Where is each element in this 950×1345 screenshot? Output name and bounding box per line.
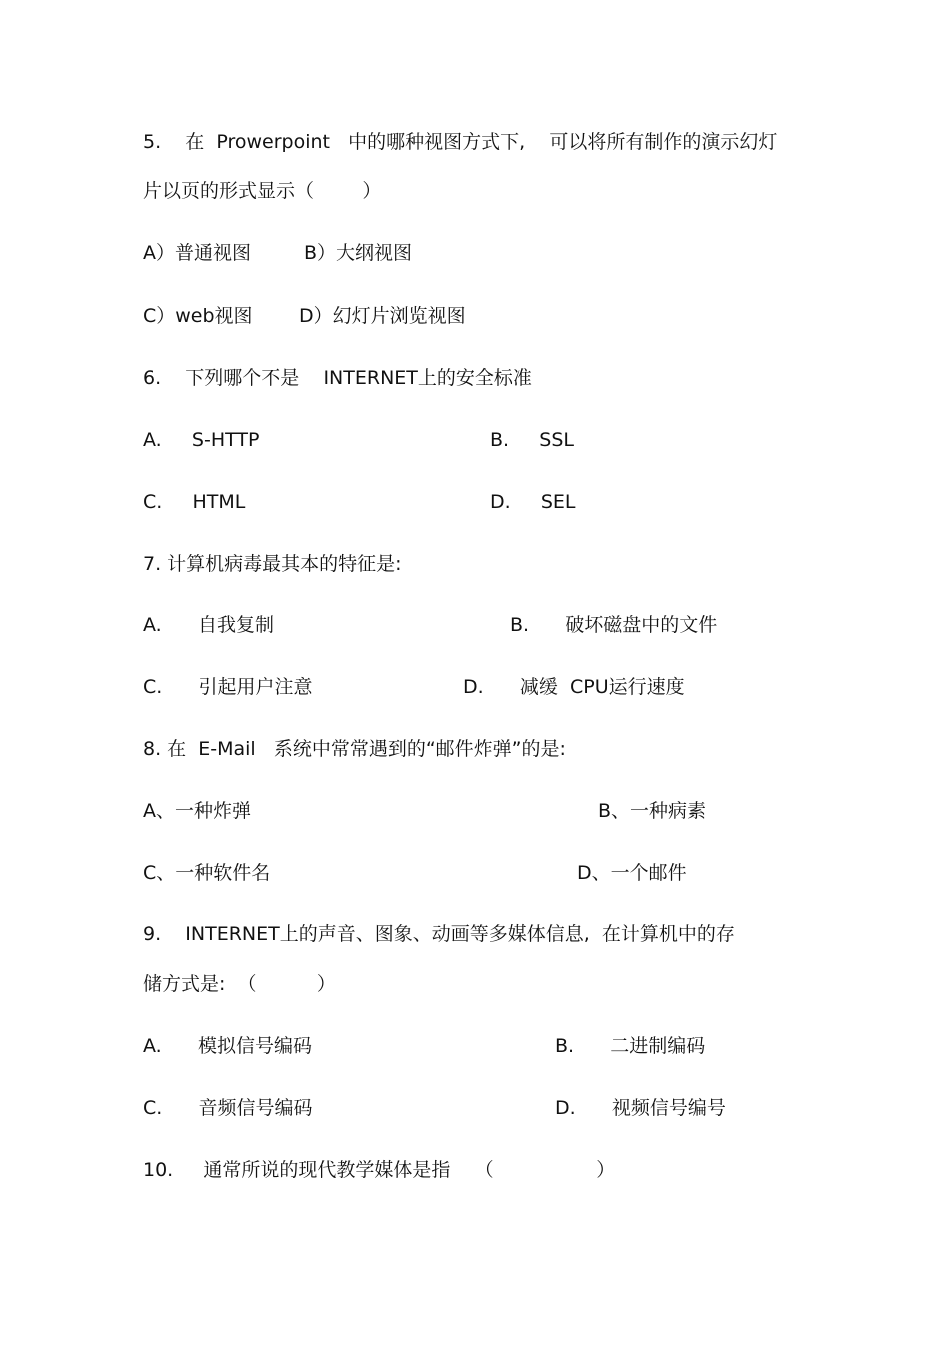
q5-option-b: B）大纲视图 <box>304 242 413 264</box>
q8-option-c: C、一种软件名 <box>143 862 271 884</box>
q10-stem: 10. 通常所说的现代教学媒体是指 （ ） <box>143 1159 616 1181</box>
q8-option-b: B、一种病素 <box>598 800 707 822</box>
q5-stem-line1: 5. 在 Prowerpoint 中的哪种视图方式下, 可以将所有制作的演示幻灯 <box>143 131 778 153</box>
q7-option-d: D. 减缓 CPU运行速度 <box>463 676 685 698</box>
q6-option-d: D. SEL <box>490 491 576 513</box>
q9-option-d: D. 视频信号编号 <box>555 1097 726 1119</box>
q8-option-d: D、一个邮件 <box>577 862 687 884</box>
q9-option-b: B. 二进制编码 <box>555 1035 706 1057</box>
q7-option-c: C. 引起用户注意 <box>143 676 313 698</box>
q7-stem: 7. 计算机病毒最其本的特征是: <box>143 553 402 575</box>
q5-option-a: A）普通视图 <box>143 242 251 264</box>
q6-option-c: C. HTML <box>143 491 246 513</box>
q9-stem-line1: 9. INTERNET上的声音、图象、动画等多媒体信息, 在计算机中的存 <box>143 923 735 945</box>
q6-option-a: A. S-HTTP <box>143 429 260 451</box>
q5-stem-line2: 片以页的形式显示（ ） <box>143 180 382 202</box>
q8-option-a: A、一种炸弹 <box>143 800 251 822</box>
q5-option-d: D）幻灯片浏览视图 <box>299 305 466 327</box>
q8-stem: 8. 在 E-Mail 系统中常常遇到的“邮件炸弹”的是: <box>143 738 566 760</box>
q9-stem-line2: 储方式是: （ ） <box>143 973 336 995</box>
q9-option-a: A. 模拟信号编码 <box>143 1035 312 1057</box>
q6-option-b: B. SSL <box>490 429 574 451</box>
q5-option-c: C）web视图 <box>143 305 253 327</box>
q9-option-c: C. 音频信号编码 <box>143 1097 313 1119</box>
q7-option-b: B. 破坏磁盘中的文件 <box>510 614 718 636</box>
q6-stem: 6. 下列哪个不是 INTERNET上的安全标准 <box>143 367 532 389</box>
q7-option-a: A. 自我复制 <box>143 614 274 636</box>
